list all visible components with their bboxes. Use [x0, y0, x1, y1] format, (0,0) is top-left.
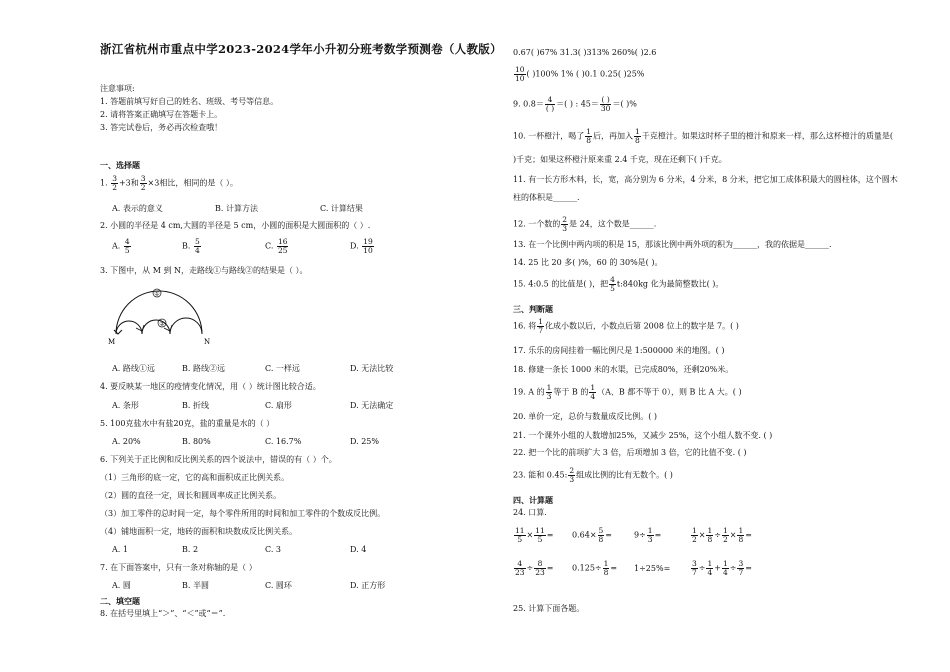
q-text: +3和	[118, 178, 139, 188]
exam-title: 浙江省杭州市重点中学2023-2024学年小升初分班考数学预测卷（人教版）	[100, 42, 502, 56]
section-heading: 四、计算题	[513, 495, 553, 505]
notice-item: 2. 请将答案正确填写在答题卡上。	[100, 110, 223, 119]
question-13: 13. 在一个比例中两内项的积是 15，那该比例中两外项的积为______，我的依据是______.	[513, 240, 832, 249]
statement: （4）铺地面积一定，地砖的面积和块数成反比例关系。	[100, 527, 298, 536]
mental-calc-item: 0.64× $\frac{5}{8}$ =	[572, 526, 612, 544]
question-12: 12. 一个数的 $\frac{2}{3}$ 是 24，这个数是______.	[513, 215, 657, 233]
option: D. 正方形	[350, 581, 386, 590]
option: C. 扇形	[265, 401, 292, 410]
statement: （1）三角形的底一定，它的高和面积成正比例关系。	[100, 473, 290, 482]
mental-calc-item: $\frac{1}{2}$ × $\frac{1}{8}$ ÷ $\frac{1}{2}$ × $\frac{1}{8}$ =	[692, 526, 752, 544]
question-16: 16. 将 $\frac{1}{7}$ 化成小数以后，小数点后第 2008 位上的数字是 7。( )	[513, 317, 739, 335]
option: C. 3	[265, 545, 282, 554]
question-18: 18. 修建一条长 1000 米的水渠，已完成80%，还剩20%米。	[513, 365, 734, 374]
mental-calc-item: 0.125÷ $\frac{1}{8}$ =	[572, 559, 618, 577]
fraction: $\frac{3}{2}$	[112, 174, 117, 192]
question-25: 25. 计算下面各题。	[513, 604, 585, 613]
mental-calc-item: $\frac{3}{7}$ ÷ $\frac{1}{4}$ + $\frac{1}{4}$ ÷ $\frac{3}{7}$ =	[692, 559, 752, 577]
fraction: $\frac{3}{2}$	[140, 174, 146, 192]
question-5: 5. 100克盐水中有盐20克，盐的重量是水的（ ）	[100, 419, 275, 428]
question-23: 23. 能和 0.45: $\frac{2}{3}$ 组成比例的比有无数个。( )	[513, 466, 673, 484]
question-8: 8. 在括号里填上“＞”、“＜”或“＝”.	[100, 609, 226, 618]
question-10-cont: )千克；如果这杯橙汁原来重 2.4 千克，现在还剩下( )千克。	[513, 155, 727, 164]
question-21: 21. 一个课外小组的人数增加25%，又减少 25%，这个小组人数不变. ( )	[513, 431, 773, 440]
section-heading: 二、填空题	[100, 596, 140, 606]
question-24: 24. 口算.	[513, 508, 547, 517]
option: C. 一样远	[265, 364, 300, 373]
option: C. 计算结果	[320, 204, 363, 213]
option: B. 计算方法	[215, 204, 258, 213]
mental-calc-item: $\frac{11}{5}$ × $\frac{11}{5}$ =	[515, 526, 554, 544]
option: B. 半圆	[182, 581, 209, 590]
question-7: 7. 在下面答案中，只有一条对称轴的是（ ）	[100, 563, 257, 572]
option: D. $\frac{19}{10}$	[350, 237, 373, 255]
question-4: 4. 要反映某一地区的疫情变化情况，用（ ）统计图比较合适。	[100, 382, 321, 391]
question-3: 3. 下图中，从 M 到 N，走路线①与路线②的结果是（ ）。	[100, 266, 308, 275]
mental-calc-item: 9÷ $\frac{1}{3}$ =	[634, 526, 662, 544]
option: A. 20%	[112, 437, 141, 446]
option: A. $\frac{4}{5}$	[112, 237, 130, 255]
option: B. $\frac{5}{4}$	[182, 237, 200, 255]
option: A. 路线①远	[112, 364, 155, 373]
question-17: 17. 乐乐的房间挂着一幅比例尺是 1:500000 米的地图。( )	[513, 346, 725, 355]
option: B. 80%	[182, 437, 211, 446]
statement: （3）加工零件的总时间一定，每个零件所用的时间和加工零件的个数成反比例。	[100, 509, 386, 518]
question-11-cont: 柱的体积是______.	[513, 193, 580, 202]
question-1	[100, 175, 238, 192]
option: D. 无法比较	[350, 364, 394, 373]
section-heading: 三、判断题	[513, 304, 553, 314]
route-1-label: ①	[154, 290, 160, 298]
option: D. 4	[350, 545, 367, 554]
q8-row-1: 0.67( )67% 31.3( )313% 260%( )2.6	[513, 48, 657, 57]
question-15: 15. 4:0.5 的比值是( )，把 $\frac{4}{5}$ t:840kg 化为最简整数比( )。	[513, 275, 724, 293]
statement: （2）圆的直径一定，周长和圆周率成正比例关系。	[100, 491, 282, 500]
mental-calc-item: 1÷25%=	[634, 564, 671, 573]
route-diagram	[104, 284, 214, 346]
question-22: 22. 把一个比的前项扩大 3 倍，后项增加 3 倍，它的比值不变. ( )	[513, 448, 747, 457]
option: D. 25%	[350, 437, 379, 446]
option: B. 折线	[182, 401, 209, 410]
point-n-label: N	[204, 338, 211, 346]
option: D. 无法确定	[350, 401, 394, 410]
q-text: ×3相比，相同的是（ ）。	[147, 178, 238, 188]
mental-calc-item: $\frac{4}{23}$ ÷ $\frac{8}{23}$ =	[515, 559, 554, 577]
option: A. 表示的意义	[112, 204, 163, 213]
notice-item: 1. 答题前填写好自己的姓名、班级、考号等信息。	[100, 97, 279, 106]
question-10: 10. 一杯橙汁，喝了 $\frac{1}{8}$ 后，再加入 $\frac{1}{8}$ 千克橙汁。如果这时杯子里的橙汁和原来一样，那么这杯橙汁的质量是(	[513, 127, 893, 145]
question-6: 6. 下列关于正比例和反比例关系的四个说法中，错误的有（ ）个。	[100, 455, 337, 464]
q-number: 1.	[100, 178, 108, 188]
question-20: 20. 单价一定，总价与数量成反比例。( )	[513, 412, 658, 421]
option: C. 圆环	[265, 581, 292, 590]
notice-head: 注意事项:	[100, 84, 135, 93]
question-14: 14. 25 比 20 多( )%，60 的 30%是( )。	[513, 258, 663, 267]
option: A. 1	[112, 545, 128, 554]
notice-item: 3. 答完试卷后，务必再次检查哦！	[100, 123, 223, 132]
route-2-label: ②	[159, 320, 165, 328]
option: B. 路线②远	[182, 364, 225, 373]
option: C. 16.7%	[265, 437, 302, 446]
question-19: 19. A 的 $\frac{1}{3}$ 等于 B 的 $\frac{1}{4}$ （A、B 都不等于 0），则 B 比 A 大。( )	[513, 383, 742, 401]
question-11: 11. 有一长方形木料，长，宽，高分别为 6 分米，4 分米，8 分米，把它加工成体积最大的圆柱体，这个圆木	[513, 175, 898, 184]
question-9: 9. 0.8＝ $\frac{4}{( )}$ ＝( ) : 45＝ $\frac{( )}{30}$ ＝( )%	[513, 95, 637, 113]
q8-row-2: $\frac{10}{10}$ ( )100% 1% ( )0.1 0.25( )25%	[515, 65, 645, 83]
option: C. $\frac{16}{25}$	[265, 237, 288, 255]
section-heading: 一、选择题	[100, 160, 140, 170]
option: B. 2	[182, 545, 199, 554]
option: A. 圆	[112, 581, 131, 590]
point-m-label: M	[108, 338, 116, 346]
option: A. 条形	[112, 401, 139, 410]
question-2: 2. 小圆的半径是 4 cm,大圆的半径是 5 cm，小圆的面积是大圆面积的（ ）.	[100, 221, 371, 230]
